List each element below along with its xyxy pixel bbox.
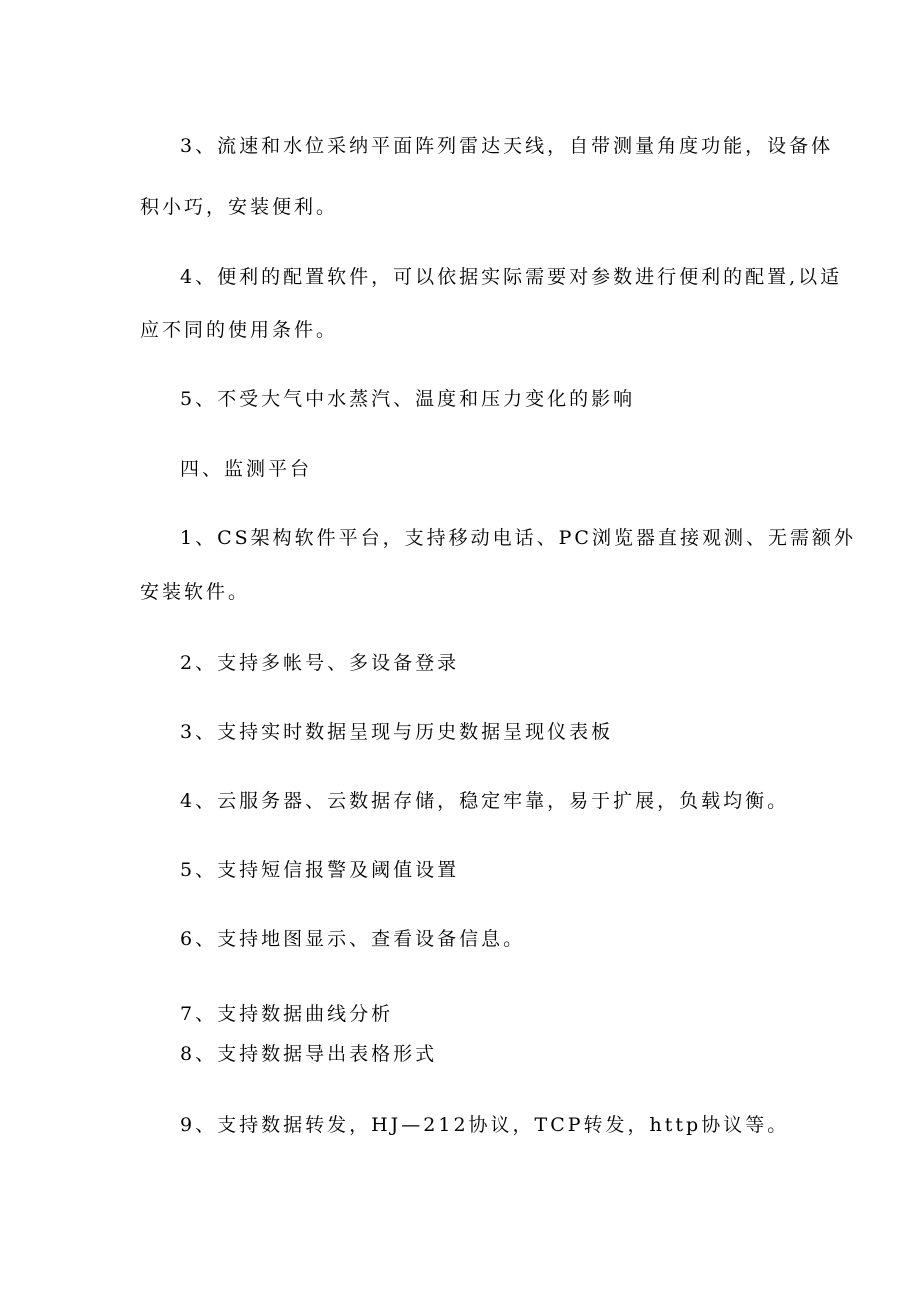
list-item-dashboard: 3、支持实时数据呈现与历史数据呈现仪表板 [180,721,614,743]
paragraph-line-config-software: 4、便利的配置软件，可以依据实际需要对参数进行便利的配置,以适 [180,266,843,288]
list-item-multi-account: 2、支持多帐号、多设备登录 [180,652,460,674]
list-item-sms-alarm: 5、支持短信报警及阈值设置 [180,859,460,881]
paragraph-line-radar-antenna-cont: 积小巧，安装便利。 [140,196,339,218]
paragraph-line-config-software-cont: 应不同的使用条件。 [140,319,339,341]
list-item-data-export: 8、支持数据导出表格形式 [180,1043,438,1065]
list-item-data-forwarding: 9、支持数据转发，HJ—212协议，TCP转发，http协议等。 [180,1114,790,1136]
list-item-curve-analysis: 7、支持数据曲线分析 [180,1003,394,1025]
paragraph-line-cs-platform-cont: 安装软件。 [140,581,251,603]
paragraph-line-weather-immunity: 5、不受大气中水蒸汽、温度和压力变化的影响 [180,388,636,410]
section-heading-monitoring-platform: 四、监测平台 [180,458,313,480]
paragraph-line-cs-platform: 1、CS架构软件平台，支持移动电话、PC浏览器直接观测、无需额外 [180,527,856,549]
list-item-map-display: 6、支持地图显示、查看设备信息。 [180,928,526,950]
paragraph-line-radar-antenna: 3、流速和水位采纳平面阵列雷达天线，自带测量角度功能，设备体 [180,135,834,157]
list-item-cloud-server: 4、云服务器、云数据存储，稳定牢靠，易于扩展，负载均衡。 [180,790,790,812]
